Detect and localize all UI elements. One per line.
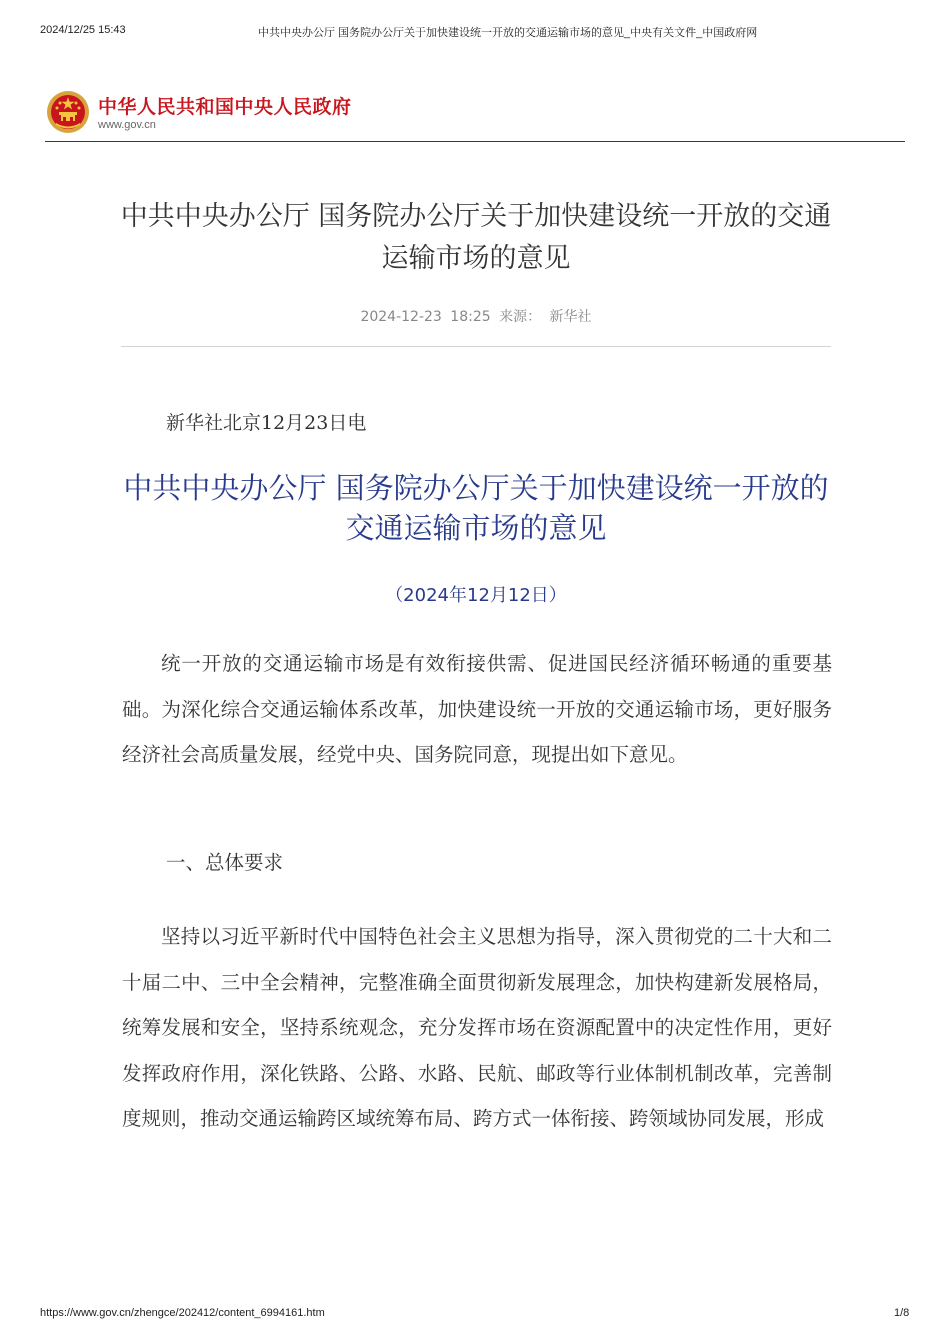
dateline: 新华社北京12月23日电 [166, 412, 367, 434]
source-name: 新华社 [549, 309, 592, 325]
article-meta [120, 306, 832, 326]
article-title: 中共中央办公厅 国务院办公厅关于加快建设统一开放的交通运输市场的意见 [120, 201, 832, 274]
body-paragraph: 坚持以习近平新时代中国特色社会主义思想为指导，深入贯彻党的二十大和二十届二中、三中全会精神，完整准确全面贯彻新发展理念，加快构建新发展格局，统筹发展和安全，坚持系统观念，充分发挥市场在资源配置中的决定性作用，更好发挥政府作用，深化铁路、公路、水路、民航、邮政等行业体制机制改革，完善制度规则，推动交通运输跨区域统筹布局、跨方式一体衔接、跨领域协同发展，形成 [122, 925, 832, 1130]
publish-time: 18:25 [450, 309, 491, 325]
print-url[interactable]: https://www.gov.cn/zhengce/202412/content_6994161.htm [40, 1307, 325, 1319]
publish-date: 2024-12-23 [360, 309, 442, 325]
print-datetime: 2024/12/25 15:43 [40, 24, 126, 36]
site-domain[interactable]: www.gov.cn [98, 119, 156, 131]
source-label: 来源： [499, 309, 542, 325]
header-divider [45, 141, 905, 142]
site-name[interactable]: 中华人民共和国中央人民政府 [98, 96, 352, 118]
document-heading: 中共中央办公厅 国务院办公厅关于加快建设统一开放的交通运输市场的意见 [123, 471, 829, 545]
national-emblem-logo[interactable] [46, 90, 90, 134]
document-date: （2024年12月12日） [385, 585, 567, 606]
page-number: 1/8 [894, 1307, 910, 1319]
meta-divider [121, 346, 831, 347]
body-paragraph: 统一开放的交通运输市场是有效衔接供需、促进国民经济循环畅通的重要基础。为深化综合交通运输体系改革，加快建设统一开放的交通运输市场，更好服务经济社会高质量发展，经党中央、国务院同意，现提出如下意见。 [122, 652, 832, 766]
print-page-title: 中共中央办公厅 国务院办公厅关于加快建设统一开放的交通运输市场的意见_中央有关文件_中国政府网 [258, 27, 758, 39]
section-heading: 一、总体要求 [166, 851, 284, 874]
